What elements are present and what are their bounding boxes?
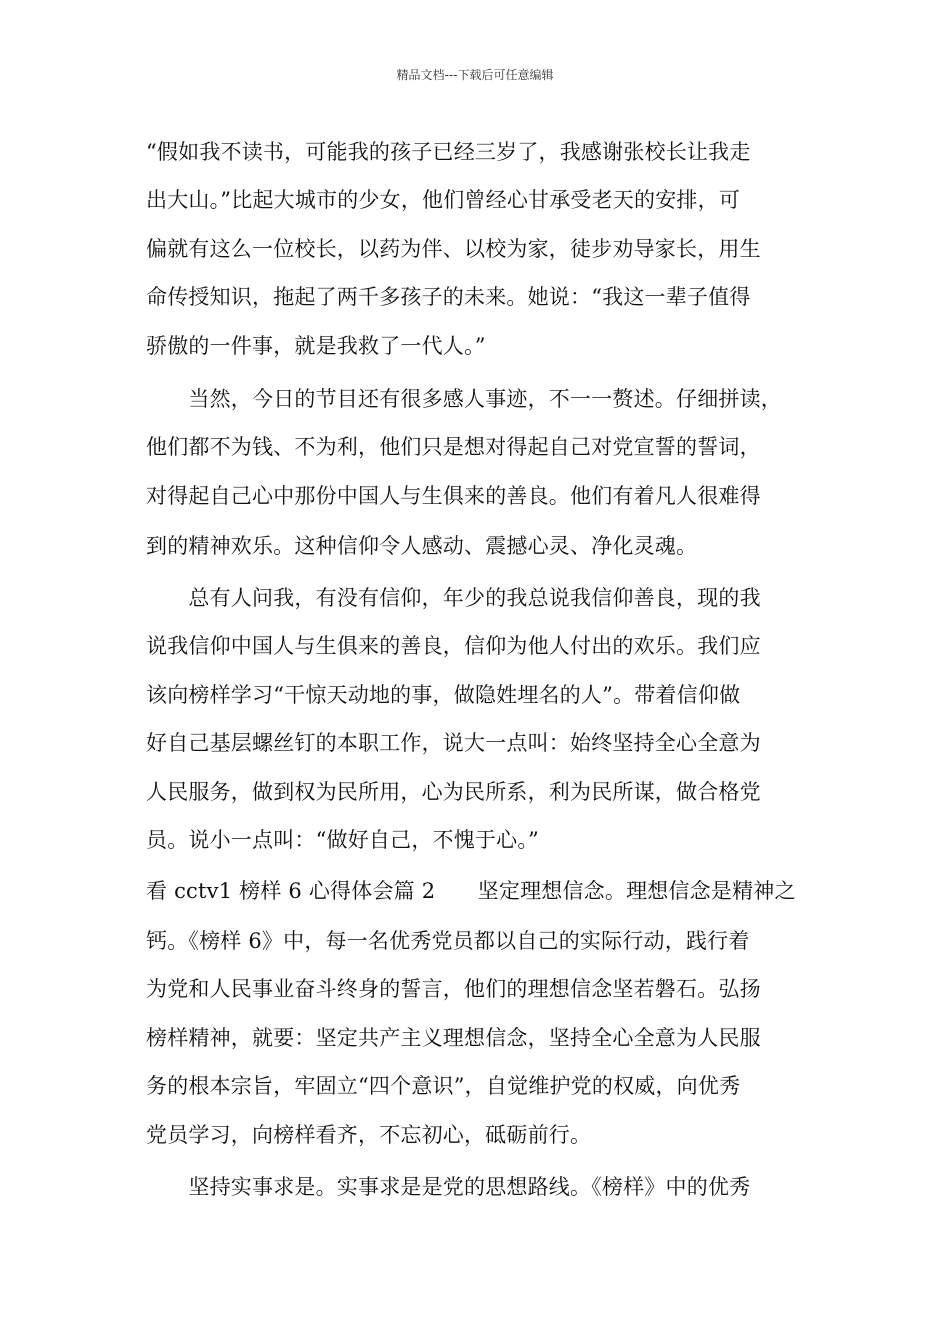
body-line: 到的精神欢乐。这种信仰令人感动、震撼心灵、净化灵魂。 [146,534,698,558]
body-line: 党员学习，向榜样看齐，不忘初心，砥砺前行。 [146,1123,592,1147]
body-line: 看 cctv1 榜样 6 心得体会篇 2 坚定理想信念。理想信念是精神之 [146,879,796,903]
body-line: 务的根本宗旨，牢固立“四个意识”，自觉维护党的权威，向优秀 [146,1074,741,1098]
body-line: 命传授知识，拖起了两千多孩子的未来。她说：“我这一辈子值得 [146,285,751,309]
body-line: 人民服务，做到权为民所用，心为民所系，利为民所谋，做合格党 [146,780,761,804]
body-line: 为党和人民事业奋斗终身的誓言，他们的理想信念坚若磐石。弘扬 [146,977,761,1001]
body-line: 榜样精神，就要：坚定共产主义理想信念，坚持全心全意为人民服 [146,1026,761,1050]
body-line: 对得起自己心中那份中国人与生俱来的善良。他们有着凡人很难得 [146,484,761,508]
body-line: 员。说小一点叫：“做好自己，不愧于心。” [146,828,539,852]
body-line: 偏就有这么一位校长，以药为伴、以校为家，徒步劝导家长，用生 [146,237,761,261]
body-line: 说我信仰中国人与生俱来的善良，信仰为他人付出的欢乐。我们应 [146,634,761,658]
body-line: 总有人问我，有没有信仰，年少的我总说我信仰善良，现的我 [146,586,761,610]
body-line: 出大山。”比起大城市的少女，他们曾经心甘承受老天的安排，可 [146,188,741,212]
body-line: 坚持实事求是。实事求是是党的思想路线。《榜样》中的优秀 [146,1175,751,1199]
page-header: 精品文档---下载后可任意编辑 [396,68,554,82]
body-line: 钙。《榜样 6》中，每一名优秀党员都以自己的实际行动，践行着 [146,929,750,953]
body-line: 他们都不为钱、不为利，他们只是想对得起自己对党宣誓的誓词， [146,435,761,459]
body-line: 该向榜样学习“干惊天动地的事，做隐姓埋名的人”。带着信仰做 [146,683,741,707]
body-line: “假如我不读书，可能我的孩子已经三岁了，我感谢张校长让我走 [146,140,751,164]
body-line: 骄傲的一件事，就是我救了一代人。” [146,334,486,358]
body-line: 当然，今日的节目还有很多感人事迹，不一一赘述。仔细拼读， [146,387,782,411]
body-line: 好自己基层螺丝钉的本职工作，说大一点叫：始终坚持全心全意为 [146,731,761,755]
